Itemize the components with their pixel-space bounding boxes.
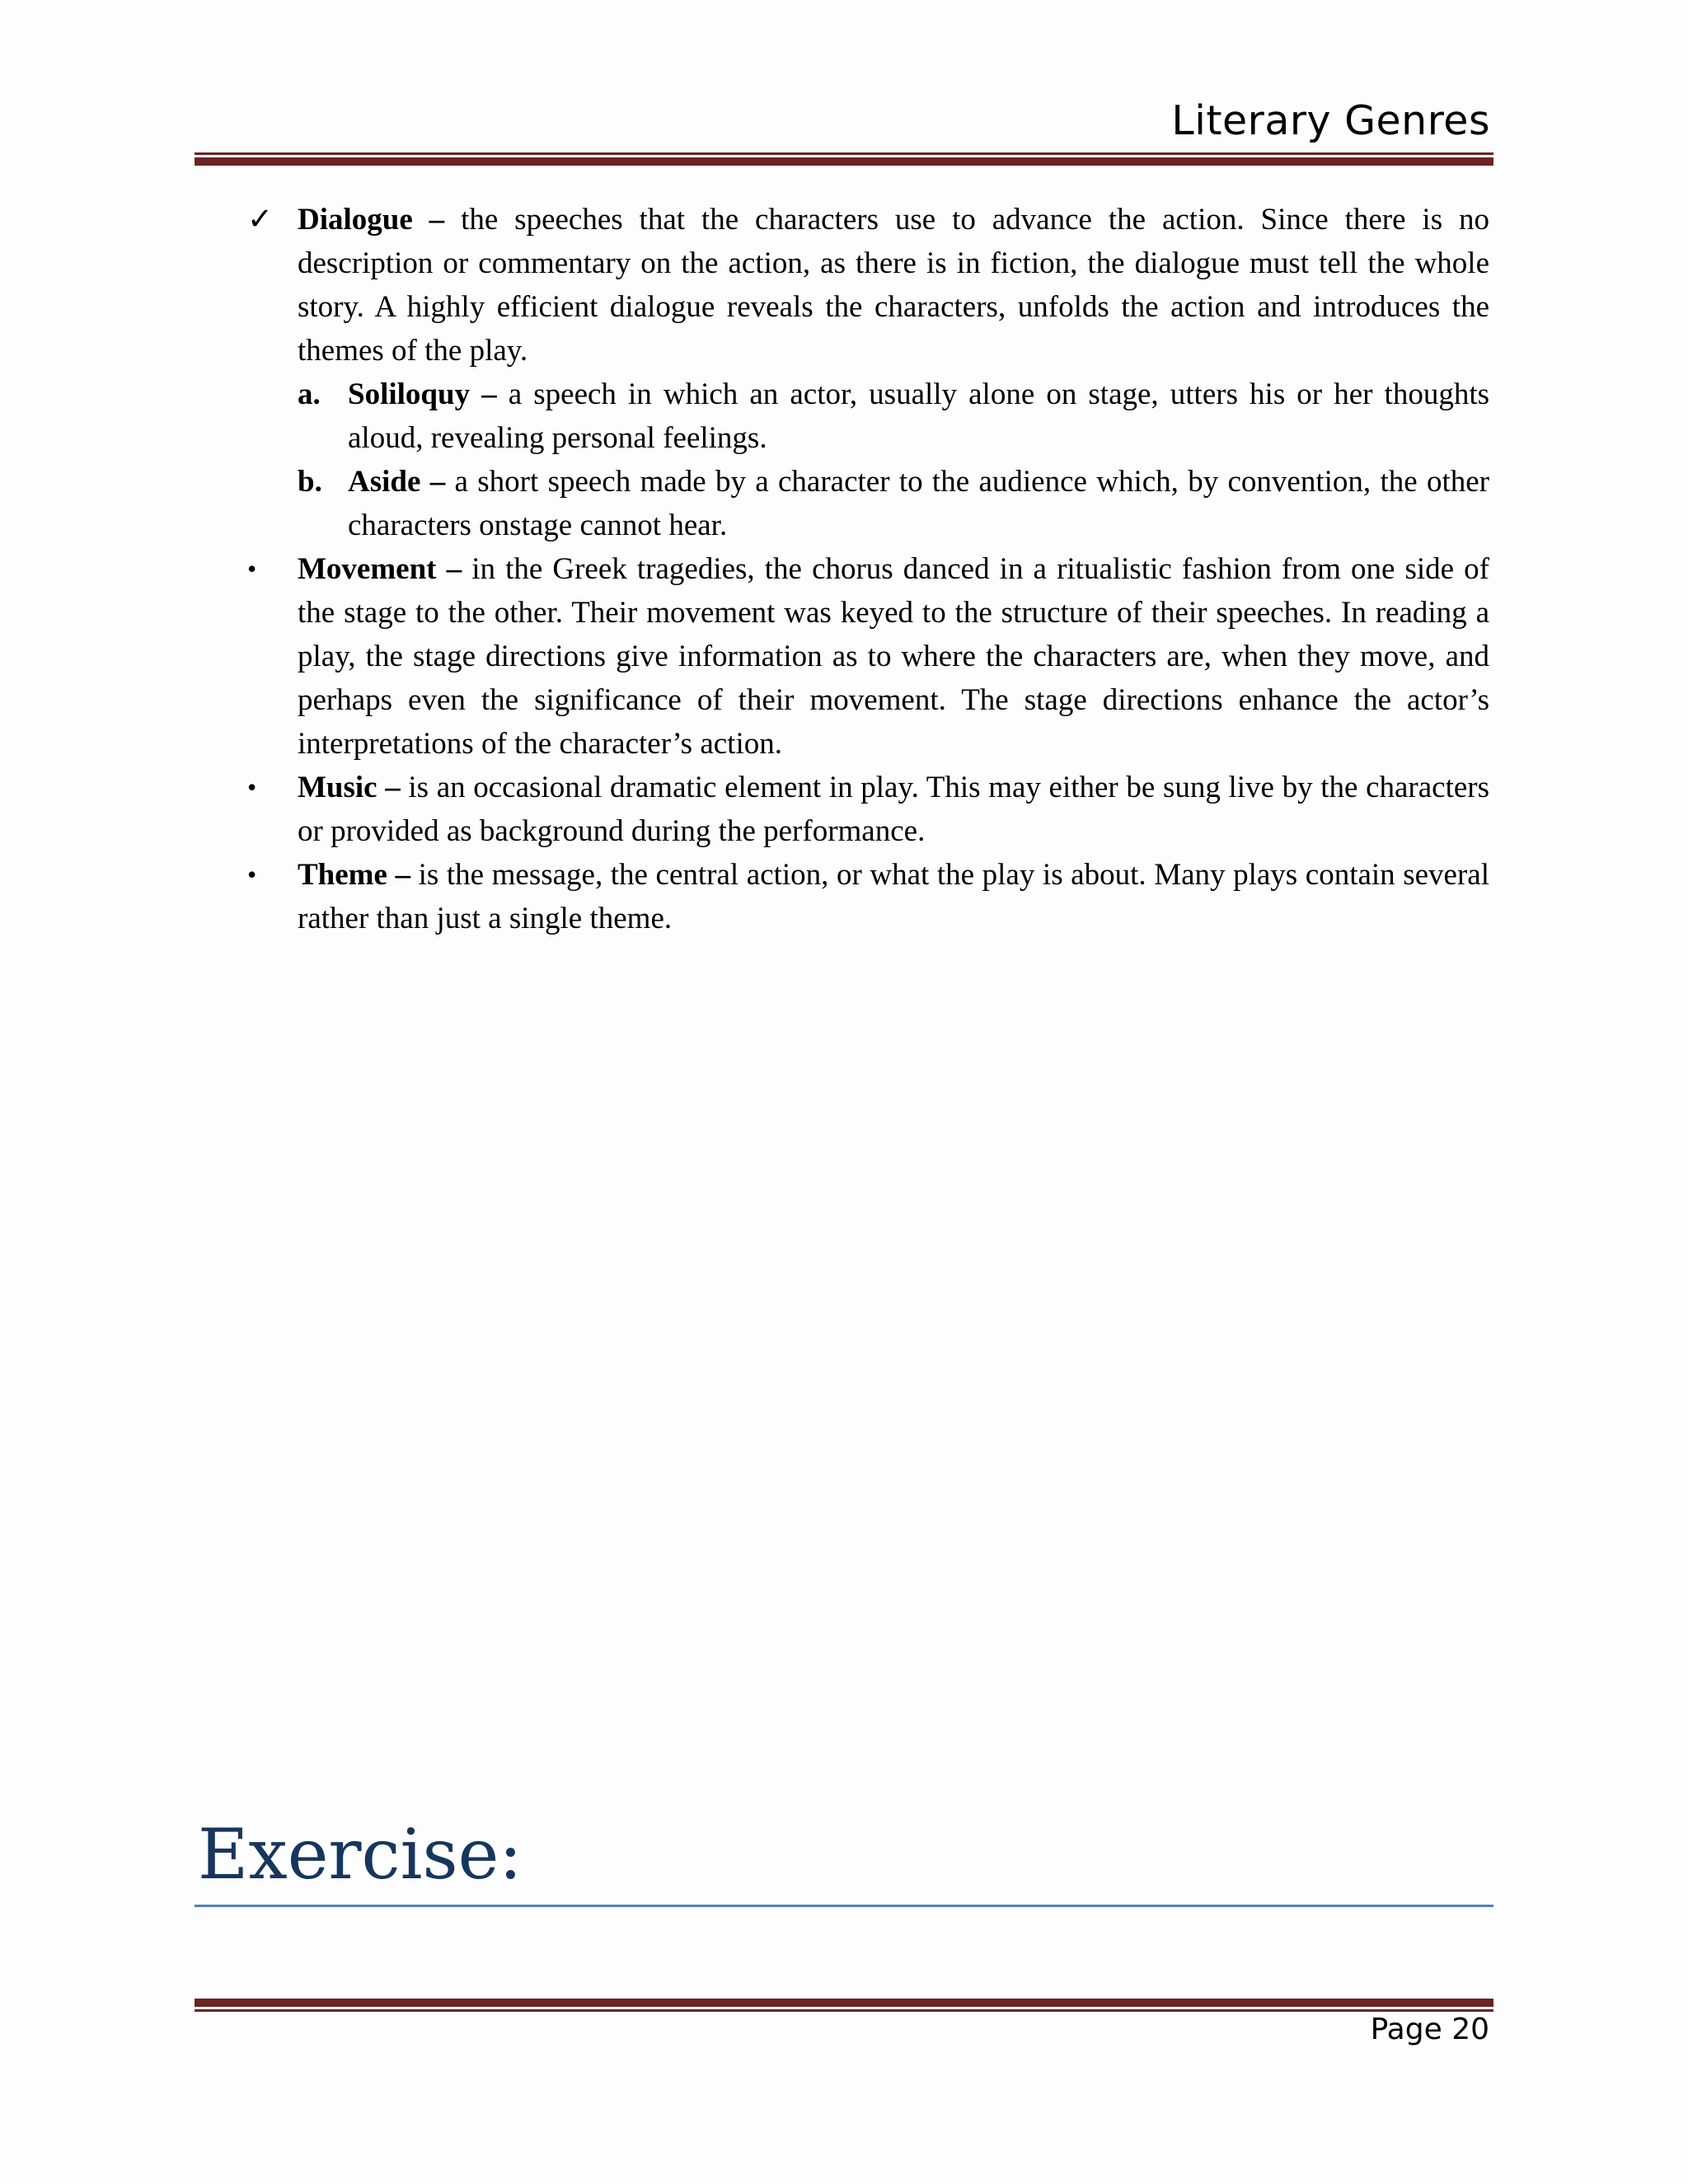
term-aside: Aside xyxy=(348,465,421,499)
footer-rule-thin xyxy=(195,2009,1493,2012)
definition-dialogue: the speeches that the characters use to advance the action. Since there is no description or commentary on the action, as there is in fiction, the dialogue must tell the whole story. A highly efficient dialogue reveals the characters, unfolds the action and introduces the themes of the play. xyxy=(298,203,1490,368)
term-music: Music xyxy=(298,771,377,804)
sublist-marker: a. xyxy=(298,377,321,411)
list-item-movement xyxy=(247,547,1489,766)
list-item-music xyxy=(247,766,1490,853)
term-dialogue: Dialogue xyxy=(298,203,413,237)
header-rule-thick xyxy=(195,157,1493,166)
body-content xyxy=(247,198,1490,940)
definition-theme: is the message, the central action, or what the play is about. Many plays contain several rather than just a single theme. xyxy=(298,858,1490,935)
dialogue-sublist xyxy=(298,373,1489,547)
sublist-marker: b. xyxy=(298,465,322,499)
footer-rule-thick xyxy=(195,1999,1493,2007)
term-dash: – xyxy=(412,203,462,237)
term-theme: Theme xyxy=(298,858,387,892)
term-dash: – xyxy=(470,377,509,411)
term-dash: – xyxy=(377,771,409,804)
header-rule-thin xyxy=(195,152,1493,155)
bullet-icon: • xyxy=(247,554,257,583)
definition-soliloquy: a speech in which an actor, usually alone on stage, utters his or her thoughts aloud, revealing personal feelings. xyxy=(348,377,1489,455)
bullet-icon: • xyxy=(247,860,257,889)
checkmark-icon: ✓ xyxy=(247,203,274,237)
sublist-item-aside xyxy=(298,460,1489,547)
definition-movement: in the Greek tragedies, the chorus danced in a ritualistic fashion from one side of the stage to the other. Their movement was keyed to the structure of their speeches. In reading a play, the stage directions give information as to where the characters are, when they move, and perhaps even the significance of their movement. The stage directions enhance the actor’s interpretations of the character’s action. xyxy=(298,552,1489,761)
page-number: Page 20 xyxy=(1370,2013,1489,2046)
term-dash: – xyxy=(387,858,419,892)
term-dash: – xyxy=(436,552,472,586)
term-soliloquy: Soliloquy xyxy=(348,377,471,411)
list-item-dialogue xyxy=(247,198,1490,547)
sublist-item-soliloquy xyxy=(298,373,1489,460)
term-movement: Movement xyxy=(298,552,437,586)
running-header-title: Literary Genres xyxy=(1171,97,1490,144)
term-dash: – xyxy=(420,465,455,499)
exercise-heading-rule xyxy=(195,1905,1493,1907)
bullet-icon: • xyxy=(247,772,257,802)
definition-aside: a short speech made by a character to the audience which, by convention, the other characters onstage cannot hear. xyxy=(348,465,1489,542)
list-item-theme xyxy=(247,853,1490,940)
definition-music: is an occasional dramatic element in play. This may either be sung live by the characters or provided as background during the performance. xyxy=(298,771,1490,848)
exercise-heading: Exercise: xyxy=(198,1814,523,1895)
